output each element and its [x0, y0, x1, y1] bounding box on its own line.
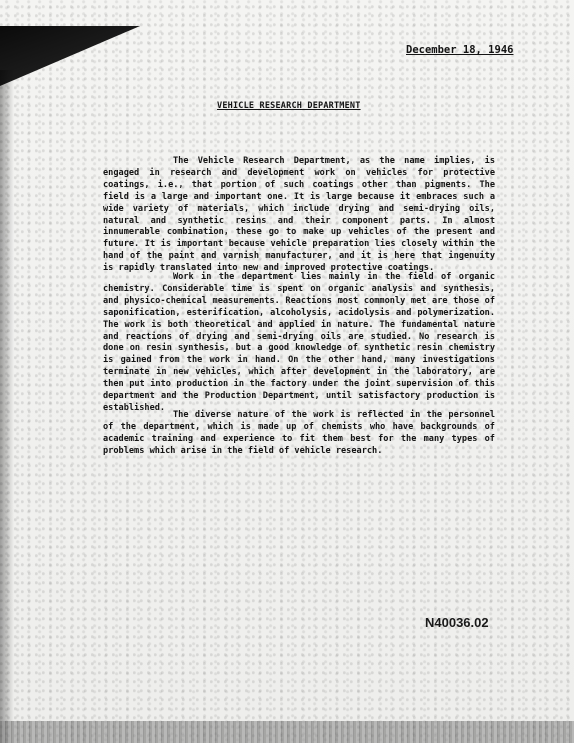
document-date: December 18, 1946 [406, 44, 514, 56]
scan-bottom-edge [0, 721, 574, 743]
document-heading: VEHICLE RESEARCH DEPARTMENT [217, 101, 361, 111]
paragraph-3: The diverse nature of the work is reflected in the personnel of the department, which is made up of chemists who have backgrounds of academic training and experience to fit them best for the many types of problems which arise in the field of vehicle research. [103, 410, 495, 456]
paragraph-2: Work in the department lies mainly in the field of organic chemistry. Considerable time is spent on organic analysis and synthesis, and physico-chemical measurements. Reactions most commonly met are those of saponification, esterification, alcoholysis, acidolysis and polymerization. The work is both theoretical and applied in nature. The fundamental nature and reactions of drying and semi-drying oils are studied. No research is done on resin synthesis, but a good knowledge of synthetic resin chemistry is gained from the work in hand. On the other hand, many investigations terminate in new vehicles, which after development in the laboratory, are then put into production in the factory under the joint supervision of this department and the Production Department, until satisfactory production is established. [103, 272, 495, 413]
scan-shadow [0, 26, 140, 86]
scan-edge [0, 70, 14, 743]
document-id-stamp: N40036.02 [425, 615, 489, 630]
paragraph-1: The Vehicle Research Department, as the name implies, is engaged in research and development work on vehicles for protective coatings, i.e., that portion of such coatings other than pigments. The field is a large and important one. It is large because it embraces such a wide variety of materials, which include drying and semi-drying oils, natural and synthetic resins and their component parts. In almost innumerable combination, these go to make up vehicles of the present and future. It is important because vehicle preparation lies closely within the hand of the paint and varnish manufacturer, and it is here that ingenuity is rapidly translated into new and improved protective coatings. [103, 156, 495, 274]
